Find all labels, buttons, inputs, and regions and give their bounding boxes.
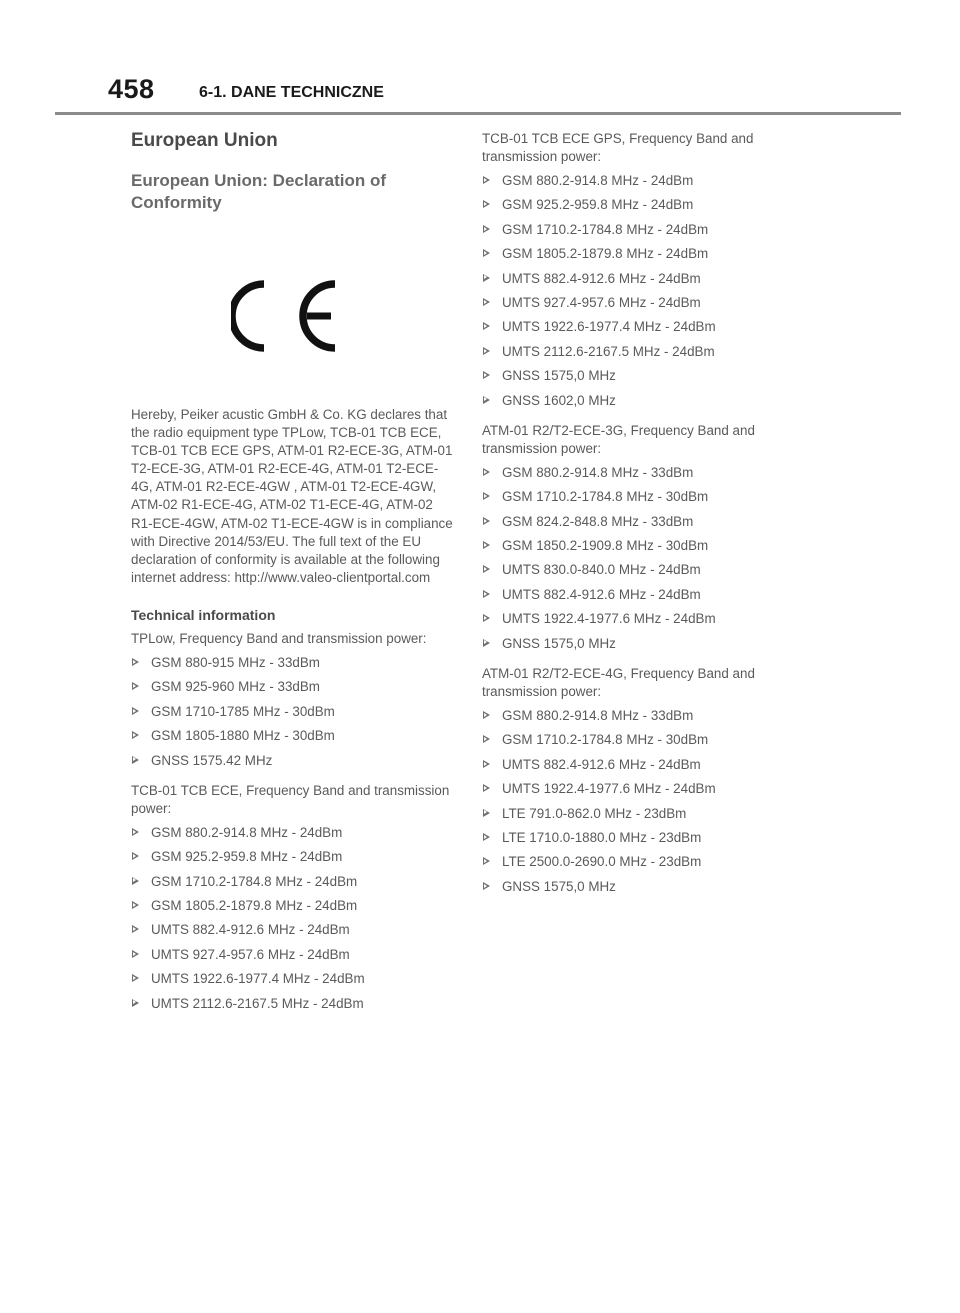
triangle-bullet-icon (483, 371, 490, 379)
triangle-bullet-icon (483, 711, 490, 719)
triangle-bullet-icon (483, 784, 490, 792)
spec-item: UMTS 830.0-840.0 MHz - 24dBm (482, 561, 812, 585)
triangle-bullet-icon (483, 857, 490, 865)
spec-group-atm01-4g (482, 665, 812, 902)
triangle-bullet-icon (483, 347, 490, 355)
spec-item: GNSS 1575,0 MHz (482, 367, 812, 391)
spec-item: UMTS 1922.4-1977.6 MHz - 24dBm (482, 780, 812, 804)
spec-item: GSM 1850.2-1909.8 MHz - 30dBm (482, 537, 812, 561)
spec-item: LTE 1710.0-1880.0 MHz - 23dBm (482, 829, 812, 853)
spec-item: UMTS 927.4-957.6 MHz - 24dBm (482, 294, 812, 318)
spec-item: UMTS 927.4-957.6 MHz - 24dBm (131, 946, 453, 970)
spec-item: UMTS 882.4-912.6 MHz - 24dBm (131, 921, 453, 945)
triangle-bullet-icon (483, 468, 490, 476)
triangle-bullet-icon (132, 999, 139, 1007)
spec-group-tplow (131, 630, 453, 776)
subsection-title: European Union: Declaration of Conformity (131, 171, 387, 212)
triangle-bullet-icon (132, 852, 139, 860)
spec-item: GSM 925.2-959.8 MHz - 24dBm (131, 848, 453, 872)
spec-item: GSM 880.2-914.8 MHz - 33dBm (482, 464, 812, 488)
spec-list (131, 654, 453, 776)
triangle-bullet-icon (483, 492, 490, 500)
triangle-bullet-icon (132, 731, 139, 739)
triangle-bullet-icon (483, 565, 490, 573)
spec-list (131, 824, 453, 1019)
spec-group-intro: TPLow, Frequency Band and transmission power: (131, 630, 427, 646)
spec-item: GSM 1805.2-1879.8 MHz - 24dBm (482, 245, 812, 269)
spec-item: UMTS 1922.6-1977.4 MHz - 24dBm (482, 318, 812, 342)
spec-item: UMTS 2112.6-2167.5 MHz - 24dBm (482, 343, 812, 367)
triangle-bullet-icon (132, 707, 139, 715)
spec-item: GSM 925.2-959.8 MHz - 24dBm (482, 196, 812, 220)
spec-group-intro: ATM-01 R2/T2-ECE-4G, Frequency Band and transmission power: (482, 666, 755, 700)
triangle-bullet-icon (483, 882, 490, 890)
page-number: 458 (108, 74, 155, 104)
triangle-bullet-icon (483, 614, 490, 622)
triangle-bullet-icon (483, 639, 490, 647)
spec-item: GSM 1710.2-1784.8 MHz - 24dBm (482, 221, 812, 245)
triangle-bullet-icon (132, 974, 139, 982)
spec-item: GSM 1710.2-1784.8 MHz - 24dBm (131, 873, 453, 897)
spec-group-intro: ATM-01 R2/T2-ECE-3G, Frequency Band and transmission power: (482, 422, 755, 456)
declaration-text: Hereby, Peiker acustic GmbH & Co. KG declares that the radio equipment type TPLow, TCB-01 TCB ECE, TCB-01 TCB ECE GPS, ATM-01 R2-ECE-3G, ATM-01 T2-ECE-3G, ATM-01 R2-ECE-4G, ATM-01 T2-ECE-4G, ATM-01 R2-ECE-4GW , ATM-01 T2-ECE-4GW, ATM-02 R1-ECE-4G, ATM-02 T1-ECE-4G, ATM-02 R1-ECE-4GW, ATM-02 T1-ECE-4GW is in compliance with Directive 2014/53/EU. The full text of the EU declaration of conformity is available at the following internet address: http://www.valeo-clientportal.com (131, 407, 453, 585)
triangle-bullet-icon (132, 756, 139, 764)
triangle-bullet-icon (132, 828, 139, 836)
triangle-bullet-icon (483, 541, 490, 549)
spec-item: UMTS 1922.6-1977.4 MHz - 24dBm (131, 970, 453, 994)
spec-item: GSM 1710.2-1784.8 MHz - 30dBm (482, 488, 812, 512)
spec-group-atm01-3g (482, 422, 812, 659)
spec-item: GSM 880.2-914.8 MHz - 33dBm (482, 707, 812, 731)
spec-item: LTE 2500.0-2690.0 MHz - 23dBm (482, 853, 812, 877)
spec-item: GSM 880.2-914.8 MHz - 24dBm (131, 824, 453, 848)
triangle-bullet-icon (483, 176, 490, 184)
triangle-bullet-icon (132, 901, 139, 909)
ce-mark-icon (231, 276, 339, 356)
triangle-bullet-icon (483, 833, 490, 841)
chapter-title: 6-1. DANE TECHNICZNE (199, 84, 384, 101)
spec-item: GSM 1805.2-1879.8 MHz - 24dBm (131, 897, 453, 921)
right-column (482, 130, 812, 902)
triangle-bullet-icon (483, 809, 490, 817)
spec-group-intro: TCB-01 TCB ECE, Frequency Band and transmission power: (131, 782, 450, 816)
spec-item: UMTS 1922.4-1977.6 MHz - 24dBm (482, 610, 812, 634)
spec-item: UMTS 882.4-912.6 MHz - 24dBm (482, 270, 812, 294)
triangle-bullet-icon (483, 274, 490, 282)
triangle-bullet-icon (483, 225, 490, 233)
triangle-bullet-icon (483, 517, 490, 525)
spec-group-intro: TCB-01 TCB ECE GPS, Frequency Band and transmission power: (482, 131, 754, 164)
left-column (131, 127, 453, 1019)
spec-item: GSM 1805-1880 MHz - 30dBm (131, 727, 453, 751)
spec-item: GSM 824.2-848.8 MHz - 33dBm (482, 513, 812, 537)
spec-list (482, 707, 812, 902)
triangle-bullet-icon (483, 322, 490, 330)
spec-list (482, 172, 812, 416)
triangle-bullet-icon (483, 590, 490, 598)
spec-item: GSM 925-960 MHz - 33dBm (131, 678, 453, 702)
triangle-bullet-icon (132, 925, 139, 933)
spec-group-tcb-ece-gps (482, 130, 812, 416)
triangle-bullet-icon (483, 200, 490, 208)
spec-item: GSM 880.2-914.8 MHz - 24dBm (482, 172, 812, 196)
triangle-bullet-icon (483, 249, 490, 257)
triangle-bullet-icon (483, 396, 490, 404)
spec-item: GSM 1710-1785 MHz - 30dBm (131, 703, 453, 727)
spec-item: GNSS 1575,0 MHz (482, 635, 812, 659)
header-divider (55, 112, 901, 115)
spec-item: GNSS 1575.42 MHz (131, 752, 453, 776)
triangle-bullet-icon (483, 760, 490, 768)
spec-item: UMTS 882.4-912.6 MHz - 24dBm (482, 756, 812, 780)
spec-item: LTE 791.0-862.0 MHz - 23dBm (482, 805, 812, 829)
triangle-bullet-icon (132, 682, 139, 690)
spec-item: GSM 1710.2-1784.8 MHz - 30dBm (482, 731, 812, 755)
technical-info-heading: Technical information (131, 606, 276, 623)
triangle-bullet-icon (483, 298, 490, 306)
triangle-bullet-icon (483, 735, 490, 743)
spec-group-tcb-ece (131, 782, 453, 1019)
spec-item: UMTS 2112.6-2167.5 MHz - 24dBm (131, 995, 453, 1019)
triangle-bullet-icon (132, 658, 139, 666)
spec-item: GSM 880-915 MHz - 33dBm (131, 654, 453, 678)
spec-item: GNSS 1602,0 MHz (482, 392, 812, 416)
spec-item: UMTS 882.4-912.6 MHz - 24dBm (482, 586, 812, 610)
triangle-bullet-icon (132, 877, 139, 885)
triangle-bullet-icon (132, 950, 139, 958)
spec-item: GNSS 1575,0 MHz (482, 878, 812, 902)
section-title: European Union (131, 130, 278, 151)
spec-list (482, 464, 812, 659)
